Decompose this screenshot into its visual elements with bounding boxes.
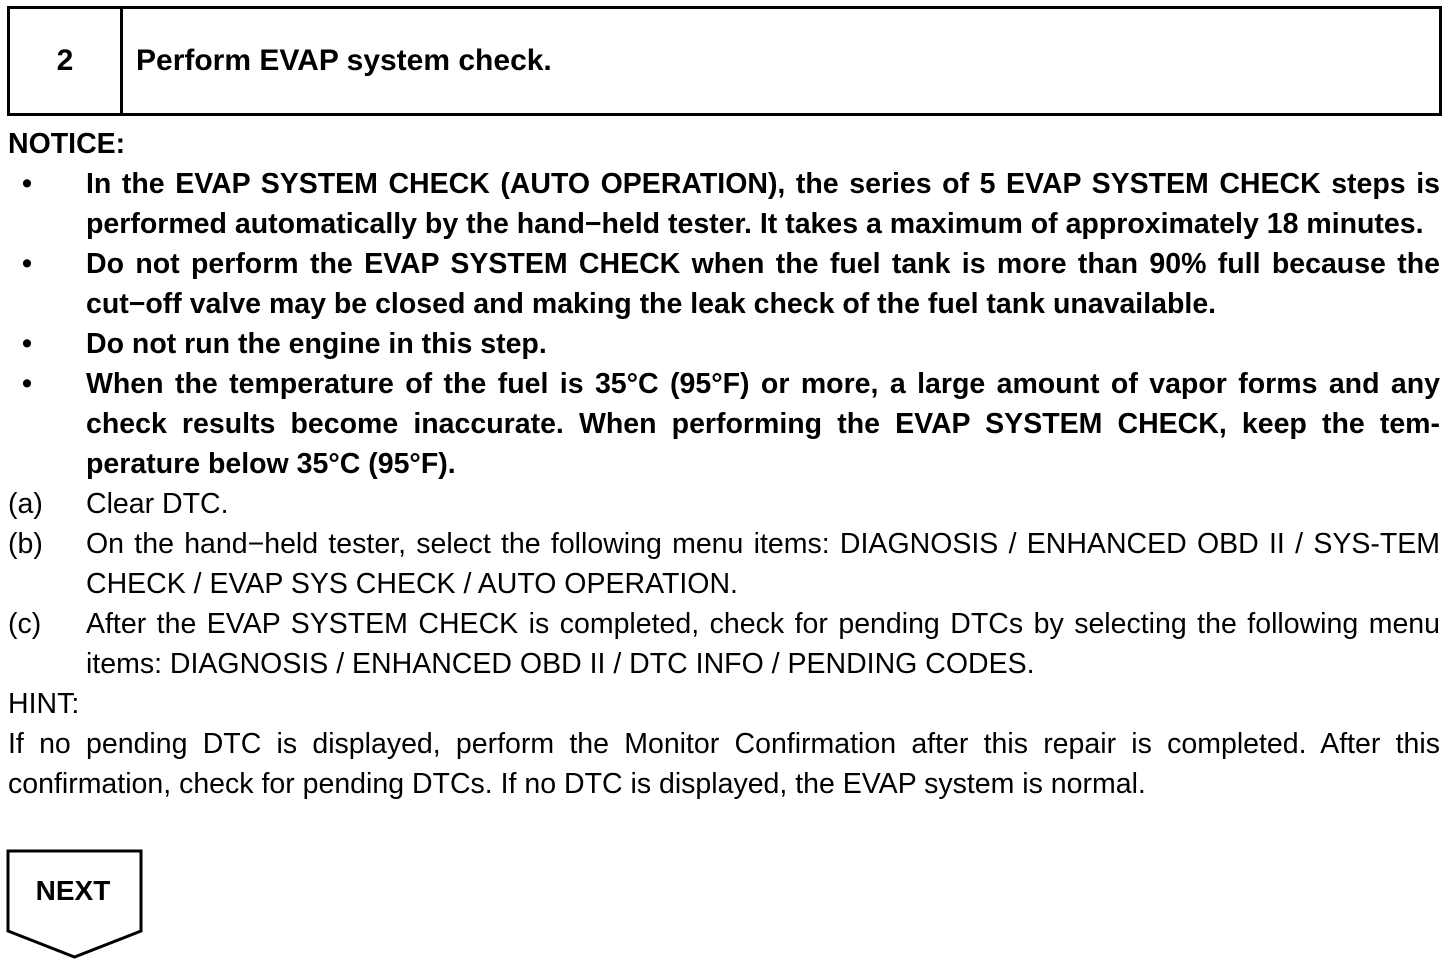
bullet-icon: • [22,248,32,280]
next-label: NEXT [35,875,111,906]
procedure-step-text: On the hand−held tester, select the following menu items: DIAGNOSIS / ENHANCED OBD II / SYS-TEM CHECK / EVAP SYS CHECK / AUTO OPERATION. [86,528,1440,600]
next-button[interactable] [6,849,145,960]
bullet-icon: • [22,328,32,360]
notice-item [8,164,1440,244]
procedure-step-text: Clear DTC. [86,488,229,520]
procedure-step-label: (c) [8,608,42,640]
notice-item-text: Do not perform the EVAP SYSTEM CHECK when the fuel tank is more than 90% full because the cut−off valve may be closed and making the leak check of the fuel tank unavailable. [86,248,1440,320]
procedure-content [8,124,1440,804]
hint-text: If no pending DTC is displayed, perform the Monitor Confirmation after this repair is completed. After this confirmation, check for pending DTCs. If no DTC is displayed, the EVAP system is normal. [8,728,1440,800]
notice-item-text: When the temperature of the fuel is 35°C (95°F) or more, a large amount of vapor forms and any check results become inaccurate. When performing the EVAP SYSTEM CHECK, keep the tem-perature below 35°C (95°F). [86,368,1440,480]
procedure-step-label: (b) [8,528,43,560]
notice-item [8,324,1440,364]
procedure-step [8,484,1440,524]
step-number: 2 [10,9,123,113]
step-title: Perform EVAP system check. [136,44,552,77]
procedure-step-label: (a) [8,488,43,520]
bullet-icon: • [22,168,32,200]
step-header [7,6,1442,116]
notice-heading: NOTICE: [8,128,126,160]
bullet-icon: • [22,368,32,400]
notice-item [8,244,1440,324]
procedure-step [8,604,1440,684]
notice-item-text: Do not run the engine in this step. [86,328,547,360]
procedure-step [8,524,1440,604]
procedure-step-text: After the EVAP SYSTEM CHECK is completed, check for pending DTCs by selecting the following menu items: DIAGNOSIS / ENHANCED OBD II / DTC INFO / PENDING CODES. [86,608,1440,680]
hint-heading: HINT: [8,688,80,720]
notice-item [8,364,1440,484]
notice-item-text: In the EVAP SYSTEM CHECK (AUTO OPERATION), the series of 5 EVAP SYSTEM CHECK steps is performed automatically by the hand−held tester. It takes a maximum of approximately 18 minutes. [86,168,1440,240]
